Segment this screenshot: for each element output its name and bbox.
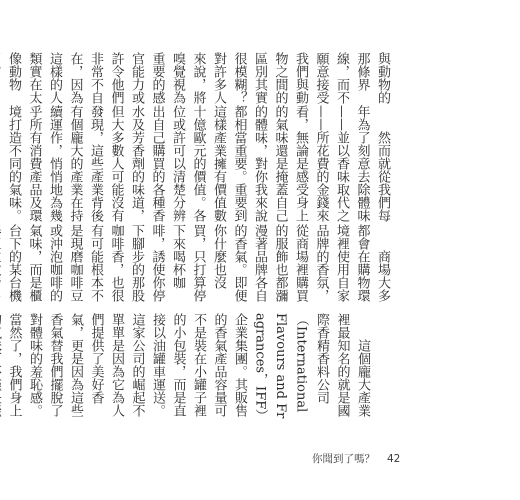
running-title: 你聞到了嗎？: [312, 453, 375, 465]
paragraph-3: 商場大多都會在購物環境裡使用自家品牌的香氛，從商場裡購買的服飾也都瀰漫著品牌各自的香氣。即便你什麼也沒買，只打算停下來喝杯咖啡，誘使你停下腳步的那股咖啡香，也很有可能根本不是現磨咖啡豆或沖泡咖啡的氣味，而是櫃台下的某台機: [6, 223, 390, 302]
page-footer: [312, 451, 400, 466]
paragraph-2: 然而就從我們每年為了刻意去除體味——並以香味取代之——所花費的金錢來看，無論是感受身上的氣味還是掩蓋自己的體味，對你我來說都相當重要。重要到這樣產業擁有價值數十億歐元的價值。各位或許可以清楚分辨出自己購買的各種香水及芳香劑的味道，但大多數人可能沒有發現，這些產業背後有個龐大的產業在持續運作，悄悄地為幾乎所有消費產品及環境打造不同的氣味。: [6, 104, 390, 222]
page-number: 42: [387, 453, 401, 465]
paragraph-1: 與動物的那條界線，而不願意接受我們與動物之間的區別其實很模糊？對許多人來說，將嗅覺視為重要的感官能力或許令他們非常不自在，因為這樣的人類實在太像動物: [6, 52, 390, 104]
paragraph-4: 這個龐大產業裡最知名的就是國際香精香料公司（International Flavours and Fragrances，IFF）企業集團。其販售的香氣產品容量可不是裝在小罐子裡的小包裝，而是直接以油罐車運送。這家公司的崛起不單單是因為它為人們提供了美好香氣，更是因為這些香氣替我們擺脫了對體味的羞恥感。當然了，我們身上: [6, 313, 370, 419]
body-text: [0, 52, 392, 420]
